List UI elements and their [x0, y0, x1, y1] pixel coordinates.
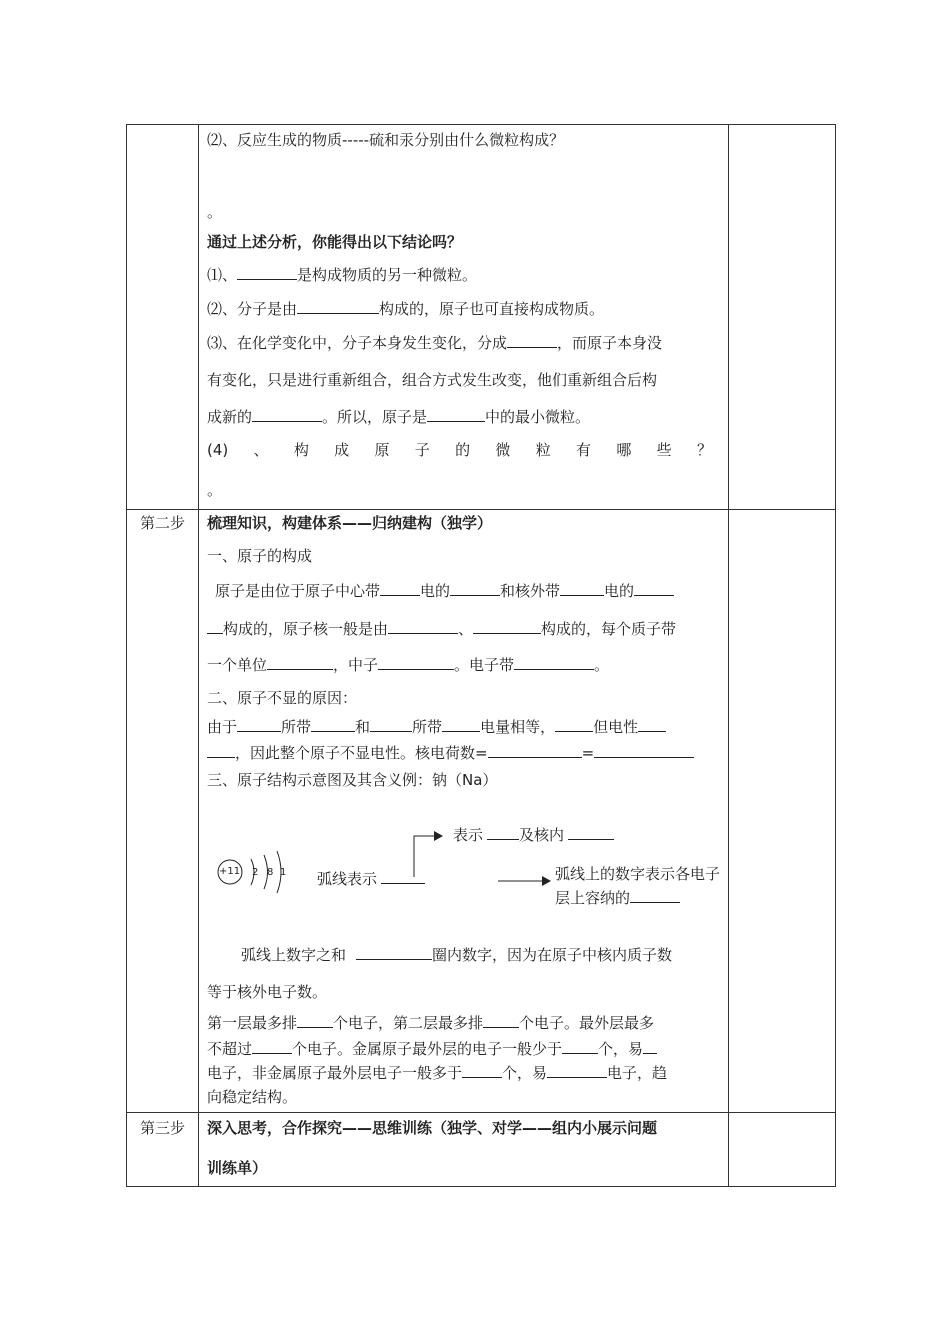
section-2-line-2: ，因此整个原子不显电性。核电荷数= = — [207, 743, 694, 762]
conclusion-3-line-2: 有变化，只是进行重新组合，组合方式发生改变，他们重新组合后构 — [207, 371, 658, 389]
blank[interactable] — [562, 1039, 598, 1054]
section-2-title: 二、原子不显的原因： — [207, 689, 358, 707]
step-3-heading-line-1: 深入思考，合作探究——思维训练（独学、对学——组内小展示问题 — [207, 1119, 658, 1137]
paragraph-6: 向稳定结构。 — [207, 1088, 298, 1106]
step-2-heading: 梳理知识，构建体系——归纳建构（独学） — [207, 514, 493, 532]
blank[interactable] — [643, 1039, 657, 1054]
blank[interactable] — [297, 1013, 333, 1028]
blank[interactable] — [252, 1039, 292, 1054]
period-mark: 。 — [207, 481, 223, 499]
section-1-line-2: 构成的，原子核一般是由 、 构成的，每个质子带 — [207, 619, 676, 638]
conclusion-heading: 通过上述分析，你能得出以下结论吗？ — [207, 233, 463, 251]
shell-1-count: 2 — [252, 867, 259, 878]
paragraph-2: 等于核外电子数。 — [207, 983, 328, 1001]
worksheet-table — [126, 124, 836, 1187]
section-1-title: 一、原子的构成 — [207, 547, 313, 565]
diagram-top-label: 表示 及核内 — [453, 825, 614, 844]
blank[interactable] — [568, 825, 614, 840]
section-2-line-1: 由于 所带 和 所带 电量相等， 但电性 — [207, 717, 666, 736]
step-2-label: 第二步 — [139, 514, 185, 532]
blank[interactable] — [381, 869, 425, 884]
section-1-line-1: 原子是由位于原子中心带 电的 和核外带 电的 — [215, 581, 674, 600]
conclusion-3-line-3: 成新的 。所以，原子是 中的最小微粒。 — [207, 408, 591, 426]
paragraph-1: 弧线上数字之和 圈内数字，因为在原子中核内质子数 — [241, 946, 673, 964]
question-2: ⑵、反应生成的物质-----硫和汞分别由什么微粒构成？ — [207, 131, 565, 149]
diagram-right-label-2: 层上容纳的 — [555, 888, 680, 907]
conclusion-3-line-1: ⑶、在化学变化中，分子本身发生变化，分成 ，而原子本身没 — [207, 334, 663, 352]
step-3-label: 第三步 — [139, 1119, 185, 1137]
conclusion-2: ⑵、分子是由 构成的，原子也可直接构成物质。 — [207, 300, 605, 318]
paragraph-3: 第一层最多排 个电子，第二层最多排 个电子。最外层最多 — [207, 1014, 655, 1032]
section-1-line-3: 一个单位 ，中子 。电子带 。 — [207, 656, 610, 674]
section-3-title: 三、原子结构示意图及其含义例：钠（Na） — [207, 771, 498, 789]
blank[interactable] — [630, 888, 680, 903]
blank[interactable] — [483, 1013, 519, 1028]
shell-3-count: 1 — [280, 867, 287, 878]
question-4: (4) 、 构 成 原 子 的 微 粒 有 哪 些 ？ — [207, 441, 712, 459]
blank[interactable] — [487, 825, 519, 840]
period-mark: 。 — [207, 203, 223, 221]
shell-2-count: 8 — [267, 867, 274, 878]
row-divider-2 — [127, 1112, 835, 1113]
blank[interactable] — [547, 1063, 607, 1078]
conclusion-1: ⑴、 是构成物质的另一种微粒。 — [207, 266, 478, 284]
blank[interactable] — [462, 1063, 502, 1078]
paragraph-5: 电子，非金属原子最外层电子一般多于 个，易 电子，趋 — [207, 1064, 668, 1082]
nucleus-charge: +11 — [219, 866, 241, 877]
blank[interactable] — [356, 945, 432, 960]
diagram-arrows — [127, 125, 747, 925]
diagram-right-label-1: 弧线上的数字表示各电子 — [555, 865, 721, 883]
arc-label: 弧线表示 — [317, 869, 425, 888]
paragraph-4: 不超过 个电子。金属原子最外层的电子一般少于 个，易 — [207, 1039, 657, 1058]
step-3-heading-line-2: 训练单） — [207, 1159, 268, 1177]
